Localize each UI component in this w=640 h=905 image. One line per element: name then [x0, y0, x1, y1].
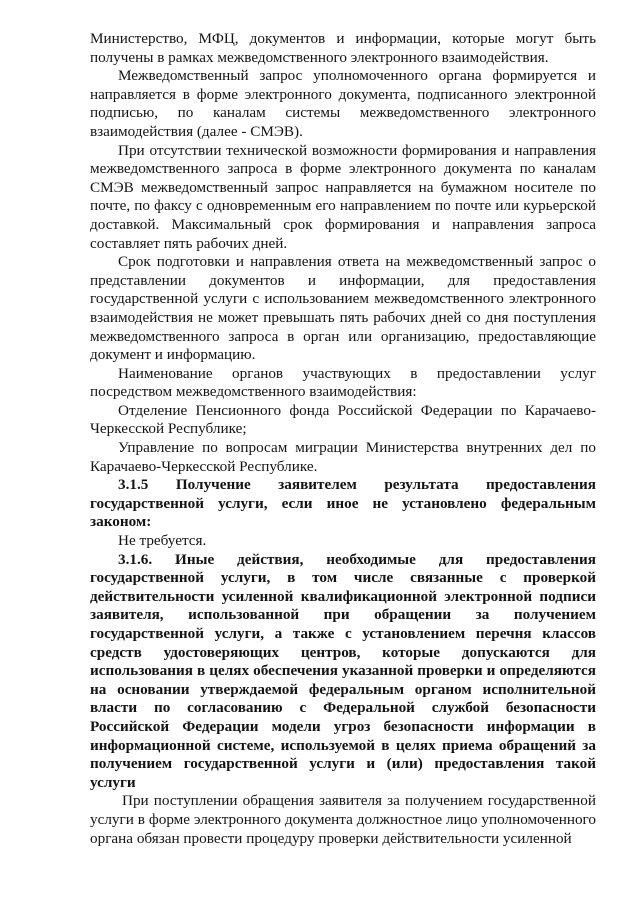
- document-body: [90, 30, 596, 848]
- paragraph-signature-verification: При поступлении обращения заявителя за получением государственной услуги в форме электронного документа должностное лицо уполномоченного органа обязан провести процедуру проверки действительности усиленной: [90, 792, 596, 847]
- paragraph-not-required: Не требуется.: [118, 532, 207, 550]
- paragraph-migration-office: Управление по вопросам миграции Министерства внутренних дел по Карачаево-Черкесской Республике.: [90, 439, 596, 475]
- paragraph-interagency-info-continuation: Министерство, МФЦ, документов и информации, которые могут быть получены в рамках межведомственного электронного взаимодействия.: [90, 30, 596, 66]
- paragraph-interagency-request-electronic: Межведомственный запрос уполномоченного органа формируется и направляется в форме электронного документа, подписанного электронной подписью, по каналам системы межведомственного электронного взаимодействия (далее - СМЭВ).: [90, 67, 596, 140]
- section-heading-3-1-6: 3.1.6. Иные действия, необходимые для предоставления государственной услуги, в том числе связанные с проверкой действительности усиленной квалификационной электронной подписи заявителя, использованной при обращении за получением государственной услуги, а также с установлением перечня классов средств удостоверяющих центров, которые допускаются для использования в целях обеспечения указанной проверки и определяются на основании утверждаемой федеральным органом исполнительной власти по согласованию с Федеральной службой безопасности Российской Федерации модели угроз безопасности информации в информационной системе, используемой в целях приема обращений за получением государственной услуги и (или) предоставления такой услуги: [90, 550, 596, 791]
- paragraph-interagency-request-paper: При отсутствии технической возможности формирования и направления межведомственного запроса в форме электронного документа по каналам СМЭВ межведомственный запрос направляется на бумажном носителе по почте, по факсу с одновременным его направлением по почте или курьерской доставкой. Максимальный срок формирования и направления запроса составляет пять рабочих дней.: [90, 141, 596, 252]
- paragraph-pension-fund: Отделение Пенсионного фонда Российской Федерации по Карачаево-Черкесской Республике;: [90, 401, 596, 438]
- paragraph-response-deadline: Срок подготовки и направления ответа на межведомственный запрос о представлении документов и информации, для предоставления государственной услуги с использованием межведомственного электронного взаимодействия не может превышать пять рабочих дней со дня поступления межведомственного запроса в орган или организацию, предоставляющие документ и информацию.: [90, 253, 596, 364]
- paragraph-participating-bodies-intro: Наименование органов участвующих в предоставлении услуг посредством межведомственного взаимодействия:: [90, 364, 596, 401]
- section-heading-3-1-5: 3.1.5 Получение заявителем результата предоставления государственной услуги, если иное не установлено федеральным законом:: [90, 476, 596, 531]
